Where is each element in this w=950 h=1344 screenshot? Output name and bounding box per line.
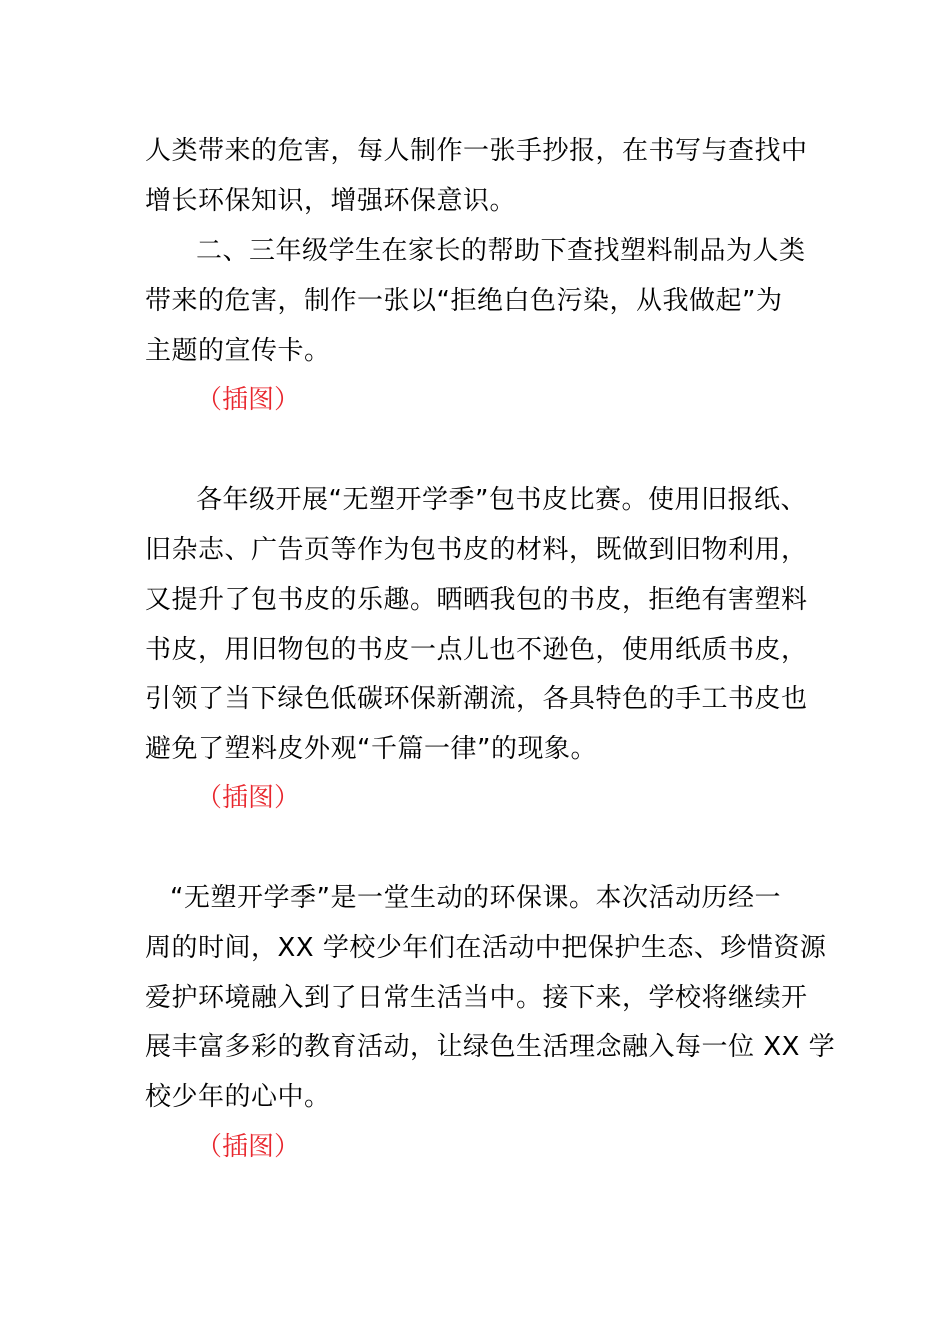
paragraph-line: 旧杂志、广告页等作为包书皮的材料，既做到旧物利用， <box>145 535 808 565</box>
paragraph-line: 各年级开展“无塑开学季”包书皮比赛。使用旧报纸、 <box>196 485 807 515</box>
paragraph-line: 爱护环境融入到了日常生活当中。接下来，学校将继续开 <box>145 983 808 1013</box>
paragraph-line: 展丰富多彩的教育活动，让绿色生活理念融入每一位 XX 学 <box>145 1032 836 1062</box>
paragraph-line: 主题的宣传卡。 <box>145 336 331 366</box>
paragraph-line: 二、三年级学生在家长的帮助下查找塑料制品为人类 <box>196 236 806 266</box>
image-placeholder-caption: （插图） <box>196 385 301 415</box>
paragraph-line: “无塑开学季”是一堂生动的环保课。本次活动历经一 <box>170 883 781 913</box>
image-placeholder-caption: （插图） <box>196 783 301 813</box>
image-placeholder-caption: （插图） <box>196 1132 301 1162</box>
paragraph-line: 增长环保知识，增强环保意识。 <box>145 186 517 216</box>
paragraph-line: 周的时间，XX 学校少年们在活动中把保护生态、珍惜资源 <box>145 933 827 963</box>
paragraph-line: 引领了当下绿色低碳环保新潮流，各具特色的手工书皮也 <box>145 684 808 714</box>
paragraph-line: 校少年的心中。 <box>145 1082 331 1112</box>
paragraph-line: 带来的危害，制作一张以“拒绝白色污染，从我做起”为 <box>145 286 783 316</box>
paragraph-line: 人类带来的危害，每人制作一张手抄报，在书写与查找中 <box>145 136 808 166</box>
paragraph-line: 避免了塑料皮外观“千篇一律”的现象。 <box>145 734 597 764</box>
paragraph-line: 书皮，用旧物包的书皮一点儿也不逊色，使用纸质书皮， <box>145 635 808 665</box>
paragraph-line: 又提升了包书皮的乐趣。晒晒我包的书皮，拒绝有害塑料 <box>145 585 808 615</box>
